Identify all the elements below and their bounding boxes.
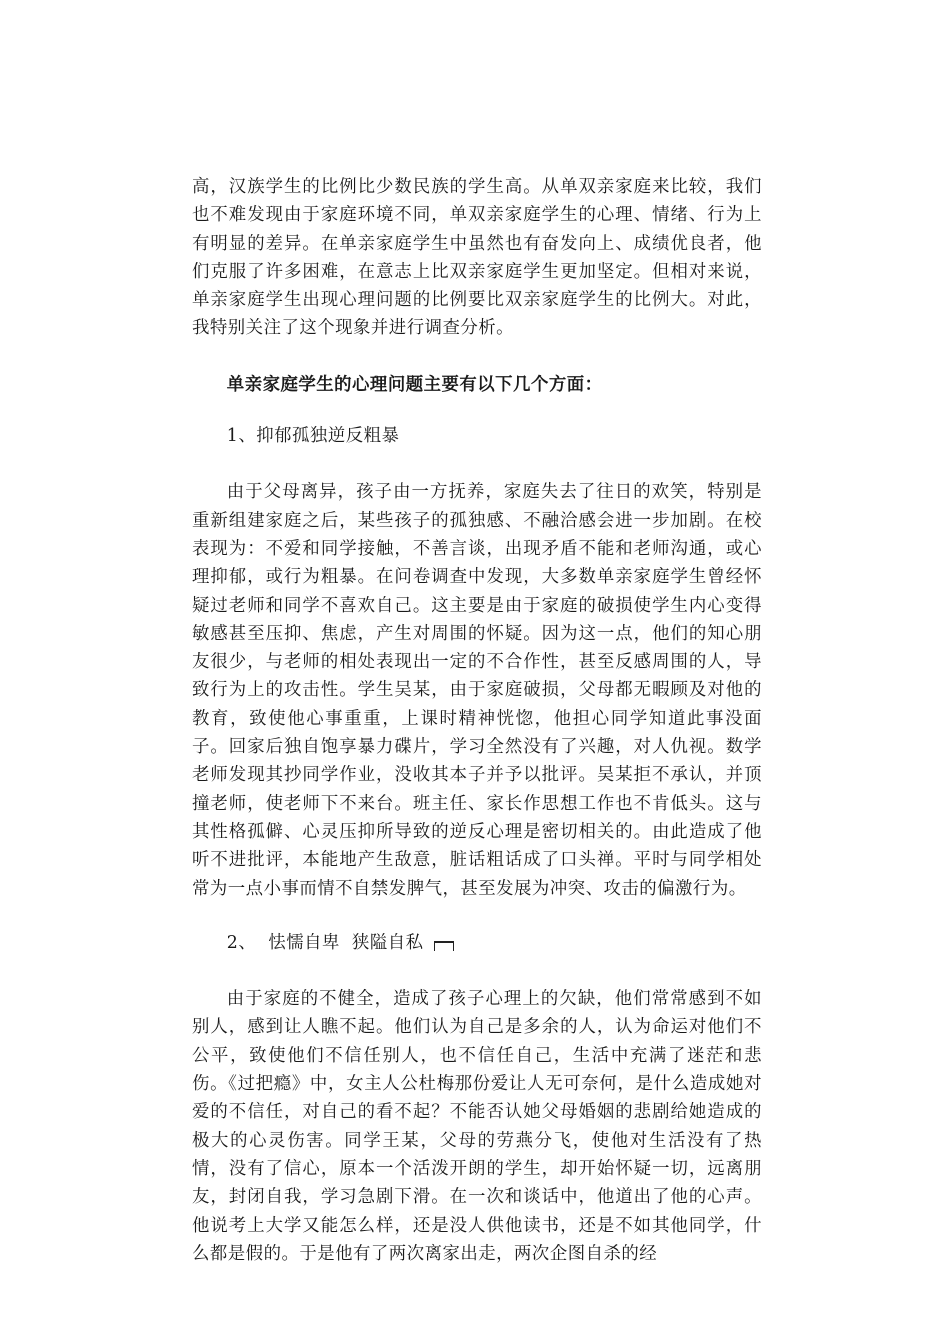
item2-heading: 2、 怯懦自卑 狭隘自私	[226, 932, 424, 953]
item1-heading: 1、抑郁孤独逆反粗暴	[226, 426, 400, 447]
item2-heading-line	[192, 929, 762, 957]
document-body	[192, 173, 762, 1268]
item1-paragraph: 由于父母离异，孩子由一方抚养，家庭失去了往日的欢笑，特别是重新组建家庭之后，某些孩子的孤独感、不融洽感会进一步加剧。在校表现为：不爱和同学接触，不善言谈，出现矛盾不能和老师沟通，或心理抑郁，或行为粗暴。在问卷调查中发现，大多数单亲家庭学生曾经怀疑过老师和同学不喜欢自己。这主要是由于家庭的破损使学生内心变得敏感甚至压抑、焦虑，产生对周围的怀疑。因为这一点，他们的知心朋友很少，与老师的相处表现出一定的不合作性，甚至反感周围的人，导致行为上的攻击性。学生吴某，由于家庭破损，父母都无暇顾及对他的教育，致使他心事重重，上课时精神恍惚，他担心同学知道此事没面子。回家后独自饱享暴力碟片，学习全然没有了兴趣，对人仇视。数学老师发现其抄同学作业，没收其本子并予以批评。吴某拒不承认，并顶撞老师，使老师下不来台。班主任、家长作思想工作也不肯低头。这与其性格孤僻、心灵压抑所导致的逆反心理是密切相关的。由此造成了他听不进批评，本能地产生敌意，脏话粗话成了口头禅。平时与同学相处常为一点小事而情不自禁发脾气，甚至发展为冲突、攻击的偏激行为。	[192, 482, 762, 899]
intro-paragraph: 高，汉族学生的比例比少数民族的学生高。从单双亲家庭来比较，我们也不难发现由于家庭环境不同，单双亲家庭学生的心理、情绪、行为上有明显的差异。在单亲家庭学生中虽然也有奋发向上、成绩优良者，他们克服了许多困难，在意志上比双亲家庭学生更加坚定。但相对来说，单亲家庭学生出现心理问题的比例要比双亲家庭学生的比例大。对此，我特别关注了这个现象并进行调查分析。	[192, 177, 762, 339]
section-heading: 单亲家庭学生的心理问题主要有以下几个方面：	[226, 374, 603, 395]
item2-paragraph: 由于家庭的不健全，造成了孩子心理上的欠缺，他们常常感到不如别人，感到让人瞧不起。他们认为自己是多余的人，认为命运对他们不公平，致使他们不信任别人，也不信任自己，生活中充满了迷茫和悲伤。《过把瘾》中，女主人公杜梅那份爱让人无可奈何，是什么造成她对爱的不信任，对自己的看不起？不能否认她父母婚姻的悲剧给她造成的极大的心灵伤害。同学王某，父母的劳燕分飞，使他对生活没有了热情，没有了信心，原本一个活泼开朗的学生，却开始怀疑一切，远离朋友，封闭自我，学习急剧下滑。在一次和谈话中，他道出了他的心声。他说考上大学又能怎么样，还是没人供他读书，还是不如其他同学，什么都是假的。于是他有了两次离家出走，两次企图自杀的经	[192, 989, 762, 1264]
stray-mark-icon	[434, 941, 454, 951]
